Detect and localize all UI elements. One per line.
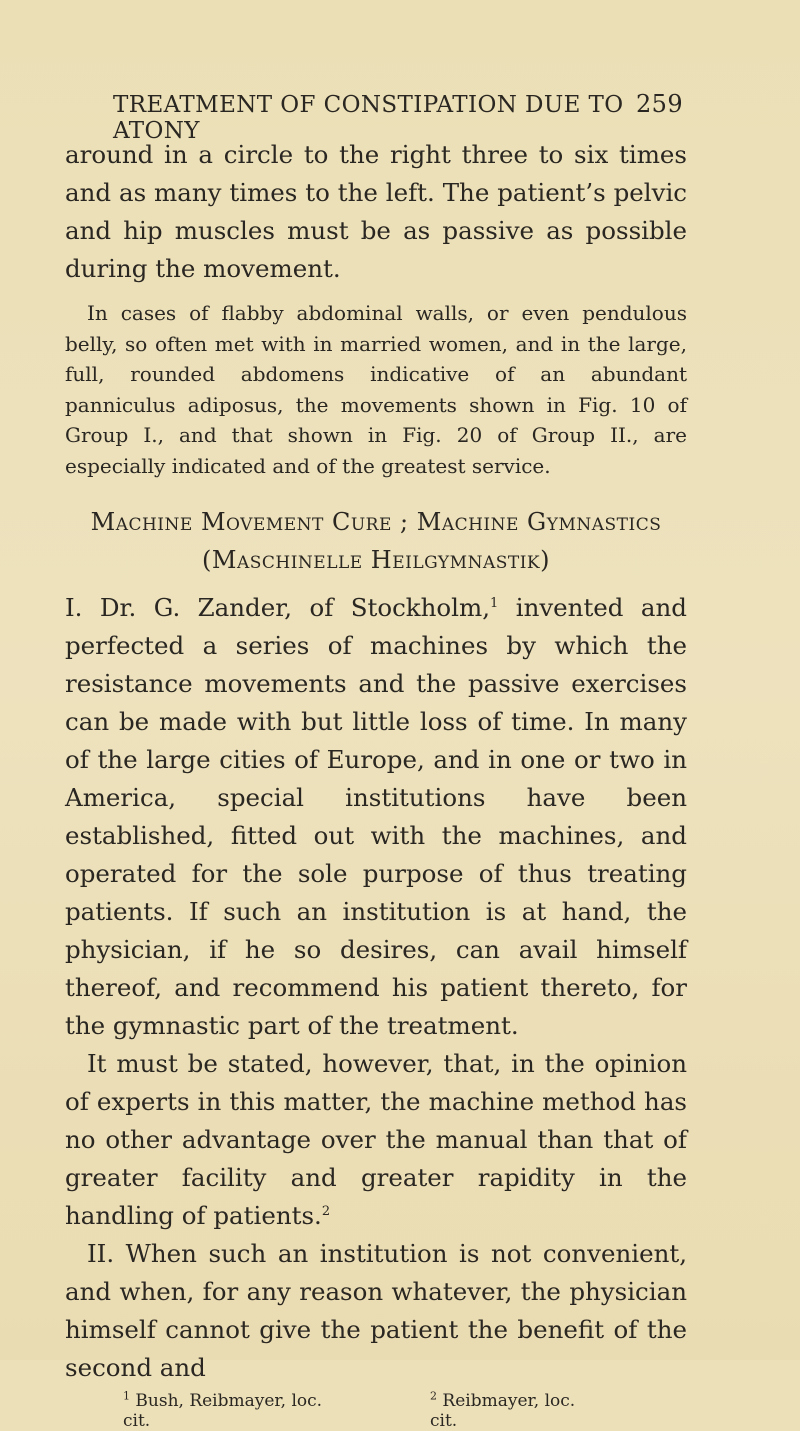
paragraph-zander-start: I. Dr. G. Zander, of Stockholm,: [65, 593, 491, 622]
paragraph-zander-rest: invented and perfected a series of machines by which the resistance movements and the passive exercises can be made with but little loss of time. In many of the large cities of Europe, and in one or two in America, special institutions have been established, fitted out with the machines, and operated for the sole purpose of thus treating patients. If such an institution is at hand, the physician, if he so desires, can avail himself thereof, and recommend his patient thereto, for the gymnastic part of the treatment.: [65, 593, 687, 1040]
footnotes: [65, 1391, 687, 1431]
footnote-ref-2: 2: [321, 1203, 331, 1219]
paragraph-zander: [65, 589, 687, 1045]
paragraph-second: II. When such an institution is not convenient, and when, for any reason whatever, the physician himself cannot give the patient the benefit of the second and: [65, 1239, 687, 1382]
page-number: 259: [635, 90, 683, 118]
footnote-1-mark: 1: [123, 1389, 130, 1403]
paragraph-small-print: In cases of flabby abdominal walls, or even pendulous belly, so often met with in married women, and in the large, full, rounded abdomens indicative of an abundant panniculus adiposus, the movements shown in Fig. 10 of Group I., and that shown in Fig. 20 of Group II., are especially indicated and of the greatest service.: [65, 301, 687, 478]
footnote-2-text: Reibmayer, loc. cit.: [430, 1391, 576, 1431]
paragraph-continuation: around in a circle to the right three to six times and as many times to the left. The patient’s pelvic and hip muscles must be as passive as possible during the movement.: [65, 140, 687, 283]
footnote-2-mark: 2: [430, 1389, 438, 1403]
footnote-ref-1: 1: [490, 595, 499, 611]
paragraph-experts: [65, 1045, 687, 1235]
footnote-1: [123, 1391, 338, 1431]
section-heading-line-2: (Maschinelle Heilgymnastik): [202, 546, 550, 574]
section-heading-line-1: Machine Movement Cure ; Machine Gymnastics: [90, 508, 662, 536]
paragraph-experts-text: It must be stated, however, that, in the opinion of experts in this matter, the machine method has no other advantage over the manual than that of greater facility and greater rapidity in the handling of patients.: [65, 1049, 687, 1230]
running-title: TREATMENT OF CONSTIPATION DUE TO ATONY: [113, 92, 624, 144]
page-body: [65, 136, 687, 1431]
footnote-1-text: Bush, Reibmayer, loc. cit.: [123, 1391, 323, 1431]
footnote-2: [430, 1391, 595, 1431]
section-heading: [65, 503, 687, 579]
